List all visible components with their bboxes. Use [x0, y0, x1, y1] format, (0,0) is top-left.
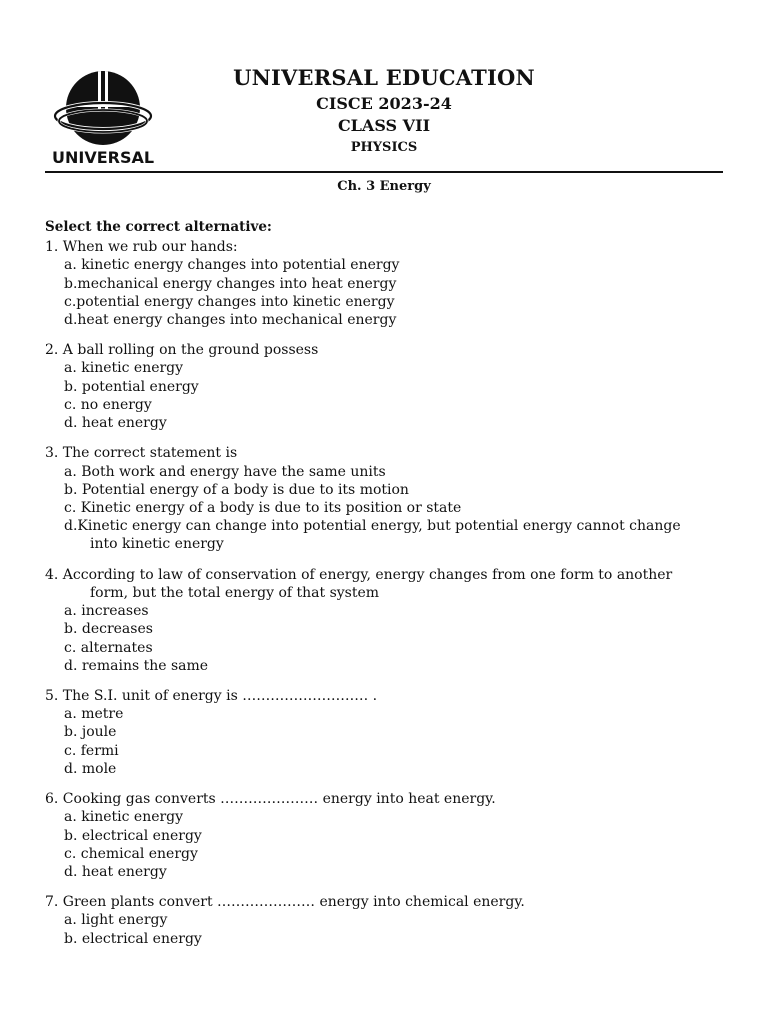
option-a: a. kinetic energy — [64, 809, 184, 826]
option-c: c. chemical energy — [64, 845, 198, 862]
question-text: 7. Green plants convert ………………… energy into chemical energy. — [45, 894, 525, 911]
instruction-text: Select the correct alternative: — [45, 219, 272, 235]
organization-name: UNIVERSAL EDUCATION — [233, 65, 535, 90]
option-a: a. Both work and energy have the same units — [64, 463, 386, 480]
universal-logo — [52, 66, 154, 166]
document-header — [0, 0, 768, 175]
option-a: a. metre — [64, 706, 124, 723]
option-c: c. Kinetic energy of a body is due to its position or state — [64, 499, 462, 516]
option-d: d.Kinetic energy can change into potential energy, but potential energy cannot change — [64, 518, 681, 535]
option-b: b. decreases — [64, 621, 153, 638]
option-d: d. mole — [64, 760, 117, 777]
option-b: b. potential energy — [64, 378, 199, 395]
option-d: d. remains the same — [64, 657, 209, 674]
question-text: 5. The S.I. unit of energy is ……………………… . — [45, 687, 378, 704]
question-4 — [45, 566, 735, 675]
question-1 — [45, 238, 735, 329]
option-d: d.heat energy changes into mechanical energy — [64, 311, 397, 328]
question-2 — [45, 341, 735, 432]
question-text: 1. When we rub our hands: — [45, 239, 238, 255]
option-c: c. no energy — [64, 396, 152, 413]
option-b: b. joule — [64, 724, 117, 741]
subject-label: PHYSICS — [350, 140, 418, 155]
chapter-title: Ch. 3 Energy — [337, 179, 431, 194]
board-year: CISCE 2023-24 — [316, 94, 452, 113]
option-a: a. increases — [64, 603, 149, 620]
universal-globe-icon — [52, 66, 154, 148]
option-a: a. light energy — [64, 912, 168, 929]
question-text: 4. According to law of conservation of energy, energy changes from one form to another — [45, 566, 673, 583]
question-3 — [45, 444, 735, 553]
question-5 — [45, 687, 735, 778]
question-text: 3. The correct statement is — [45, 445, 238, 462]
question-list — [45, 218, 735, 960]
option-b: b. electrical energy — [64, 930, 202, 947]
class-label: CLASS VII — [337, 116, 431, 135]
logo-wordmark: UNIVERSAL — [52, 148, 155, 167]
option-c: c. alternates — [64, 639, 153, 656]
option-b: b. Potential energy of a body is due to its motion — [64, 481, 409, 498]
question-text-continuation: form, but the total energy of that system — [90, 584, 380, 601]
header-titles — [200, 64, 568, 158]
question-text: 2. A ball rolling on the ground possess — [45, 342, 319, 359]
option-d: d. heat energy — [64, 863, 167, 880]
question-6 — [45, 790, 735, 881]
question-7 — [45, 893, 735, 948]
question-text: 6. Cooking gas converts ………………… energy into heat energy. — [45, 791, 496, 808]
option-b: b. electrical energy — [64, 827, 202, 844]
option-d-continuation: into kinetic energy — [90, 536, 224, 553]
option-a: a. kinetic energy — [64, 360, 184, 377]
header-divider — [45, 171, 723, 173]
option-d: d. heat energy — [64, 415, 167, 432]
option-b: b.mechanical energy changes into heat energy — [64, 275, 397, 292]
option-a: a. kinetic energy changes into potential energy — [64, 257, 400, 274]
option-c: c.potential energy changes into kinetic energy — [64, 293, 395, 310]
option-c: c. fermi — [64, 742, 119, 759]
